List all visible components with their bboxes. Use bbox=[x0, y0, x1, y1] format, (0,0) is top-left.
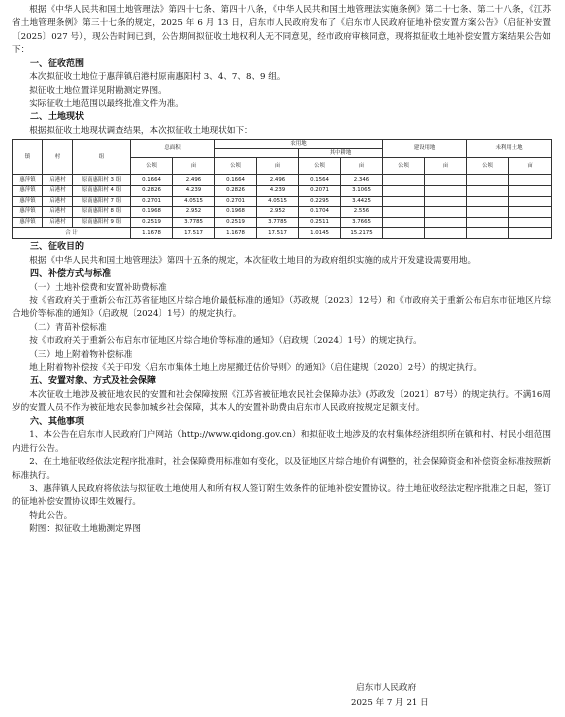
total-label: 合 计 bbox=[13, 228, 131, 239]
table-row: 惠萍镇 启港村 原南惠阳村 4 组 0.2826 4.239 0.2826 4.239 0.2071 3.1065 bbox=[13, 186, 552, 197]
section-6-text-2: 2、在土地征收经依法定程序批准时，社会保障费用标准如有变化，以及征地区片综合地价有调整的，社会保障资金和补偿资金标准按照新标准执行。 bbox=[12, 457, 551, 481]
section-3-text-1: 根据《中华人民共和国土地管理法》第四十五条的规定，本次征收土地目的为政府组织实施的成片开发建设需要用地。 bbox=[29, 255, 477, 266]
unit-mu: 亩 bbox=[341, 158, 383, 175]
header-village: 村 bbox=[43, 140, 73, 175]
section-5-text-1: 本次征收土地涉及被征地农民的安置和社会保障按照《江苏省被征地农民社会保障办法》(苏政发〔2021〕87号）的规定执行。不满16周岁的安置人员不作为被征地农民参加城乡社会保障，其本人的安置补助费由启东市人民政府按规定足额支付。 bbox=[12, 390, 551, 414]
section-4-text-1: 按《省政府关于重新公布江苏省征地区片综合地价最低标准的通知》（苏政规〔2023〕12号）和《市政府关于重新公布启东市征地区片综合地价等标准的通知》（启政规〔2024〕1号）的规定执行。 bbox=[12, 296, 551, 320]
unit-hectare: 公顷 bbox=[467, 158, 509, 175]
section-1-text-2: 拟征收土地位置详见附勘测定界图。 bbox=[29, 85, 167, 96]
table-row: 惠萍镇 启港村 原南惠阳村 8 组 0.1968 2.952 0.1968 2.952 0.1704 2.556 bbox=[13, 207, 552, 218]
section-6-text-3: 3、惠萍镇人民政府将依法与拟征收土地使用人和所有权人签订附生效条件的征地补偿安置协议。待土地征收经法定程序批准之日起，签订的征地补偿安置协议即生效履行。 bbox=[12, 484, 551, 508]
section-5-title: 五、安置对象、方式及社会保障 bbox=[30, 376, 157, 387]
section-4-sub-3: （三）地上附着物补偿标准 bbox=[29, 349, 133, 360]
attachment-note: 附图：拟征收土地勘测定界图 bbox=[29, 524, 141, 535]
land-status-table bbox=[12, 139, 552, 239]
unit-mu: 亩 bbox=[257, 158, 299, 175]
section-1-text-1: 本次拟征收土地位于惠萍镇启港村原南惠阳村 3、4、7、8、9 组。 bbox=[29, 72, 286, 83]
header-agri-blank bbox=[215, 149, 299, 158]
unit-hectare: 公顷 bbox=[299, 158, 341, 175]
header-construction: 建设用地 bbox=[383, 140, 467, 158]
closing-text: 特此公告。 bbox=[29, 510, 73, 521]
unit-mu: 亩 bbox=[509, 158, 552, 175]
section-6-text-1: 1、本公告在启东市人民政府门户网站（http://www.qidong.gov.cn）和拟征收土地涉及的农村集体经济组织所在镇和村、村民小组范围内进行公告。 bbox=[12, 430, 551, 454]
table-total-row: 合 计 1.1678 17.517 1.1678 17.517 1.0145 15.2175 bbox=[13, 228, 552, 239]
signature-org: 启东市人民政府 bbox=[356, 683, 417, 693]
section-6-title: 六、其他事项 bbox=[30, 416, 85, 427]
section-4-text-2: 按《市政府关于重新公布启东市征地区片综合地价等标准的通知》（启政规〔2024〕1号）的规定执行。 bbox=[29, 336, 422, 347]
table-row: 惠萍镇 启港村 原南惠阳村 7 组 0.2701 4.0515 0.2701 4.0515 0.2295 3.4425 bbox=[13, 196, 552, 207]
header-agricultural: 农用地 bbox=[215, 140, 383, 149]
section-4-title: 四、补偿方式与标准 bbox=[30, 269, 112, 279]
header-arable: 其中耕地 bbox=[299, 149, 383, 158]
signature-date: 2025 年 7 月 21 日 bbox=[351, 698, 429, 708]
section-2-text-1: 根据拟征收土地现状调查结果，本次拟征收土地现状如下： bbox=[29, 126, 253, 137]
section-1-title: 一、征收范围 bbox=[30, 58, 85, 69]
intro-paragraph: 根据《中华人民共和国土地管理法》第四十七条、第四十八条，《中华人民共和国土地管理法实施条例》第二十七条、第二十八条，《江苏省土地管理条例》第三十七条的规定，2025 年 6 月 13 日，启东市人民政府发布了《启东市人民政府征地补偿安置方案公告》（启征补安置〔2025〕027 号），现公告时间已到，公告期间拟征收土地权利人无不同意见，经市政府审核同意，现将拟征收土地补偿安置方案结果公告如下： bbox=[12, 5, 551, 56]
header-group: 组 bbox=[73, 140, 131, 175]
unit-mu: 亩 bbox=[425, 158, 467, 175]
unit-hectare: 公顷 bbox=[215, 158, 257, 175]
header-unused: 未利用土地 bbox=[467, 140, 552, 158]
unit-hectare: 公顷 bbox=[383, 158, 425, 175]
section-1-text-3: 实际征收土地范围以最终批准文件为准。 bbox=[29, 99, 184, 110]
table-row: 惠萍镇 启港村 原南惠阳村 3 组 0.1664 2.496 0.1664 2.496 0.1564 2.346 bbox=[13, 175, 552, 186]
table-row: 惠萍镇 启港村 原南惠阳村 9 组 0.2519 3.7785 0.2519 3.7785 0.2511 3.7665 bbox=[13, 217, 552, 228]
section-2-title: 二、土地现状 bbox=[30, 112, 85, 123]
section-4-text-3: 地上附着物补偿按《关于印发〈启东市集体土地上房屋搬迁估价导则〉的通知》（启住建规〔2020〕2号）的规定执行。 bbox=[29, 363, 482, 374]
header-total-area: 总面积 bbox=[131, 140, 215, 158]
unit-hectare: 公顷 bbox=[131, 158, 173, 175]
section-3-title: 三、征收目的 bbox=[30, 242, 85, 252]
section-4-sub-2: （二）青苗补偿标准 bbox=[29, 322, 107, 333]
unit-mu: 亩 bbox=[173, 158, 215, 175]
section-4-sub-1: （一）土地补偿费和安置补助费标准 bbox=[29, 282, 167, 293]
header-town: 镇 bbox=[13, 140, 43, 175]
